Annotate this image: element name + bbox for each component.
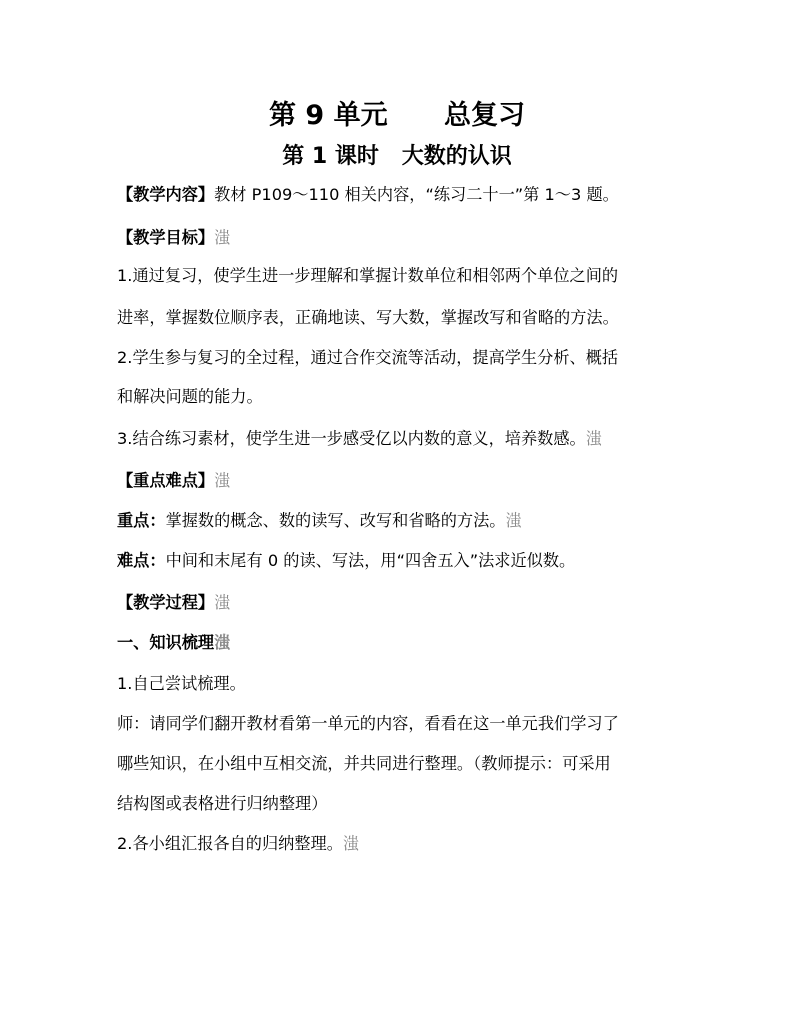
process-label: 【教学过程】 [117,593,215,612]
lesson-title: 第 1 课时 大数的认识 [282,144,512,169]
key-points-label: 【重点难点】 [117,471,215,490]
key-point-text: 掌握数的概念、数的读写、改写和省略的方法。 [165,511,506,530]
goal-line-5-row [117,428,687,450]
teacher-line-1: 师：请同学们翻开教材看第一单元的内容，看看在这一单元我们学习了 [117,714,619,733]
teaching-goals-heading [117,227,687,249]
watermark-glyph: 滍 [505,511,522,530]
difficulty-text: 中间和末尾有 0 的读、写法，用“四舍五入”法求近似数。 [165,551,576,570]
watermark-glyph: 滍 [585,429,602,448]
teacher-line-3: 结构图或表格进行归纳整理） [117,794,328,813]
step1-text: 1.自己尝试梳理。 [117,674,246,693]
teaching-content-label: 【教学内容】 [117,185,215,204]
process-heading [117,592,687,614]
teacher-line-2: 哪些知识，在小组中互相交流，并共同进行整理。（教师提示：可采用 [117,754,611,773]
watermark-glyph: 滍 [214,471,231,490]
watermark-glyph: 滍 [214,228,231,247]
key-point-row [117,510,687,532]
watermark-glyph: 滍 [214,593,231,612]
step2-text: 2.各小组汇报各自的归纳整理。 [117,834,343,853]
goal-line-1: 1.通过复习，使学生进一步理解和掌握计数单位和相邻两个单位之间的 [117,266,619,285]
watermark-glyph: 滍 [214,633,231,652]
goal-line-3: 2.学生参与复习的全过程，通过合作交流等活动，提高学生分析、概括 [117,348,619,367]
difficulty-row [117,550,687,572]
section1-title: 一、知识梳理 [117,633,215,652]
unit-title: 第 9 单元 总复习 [269,100,525,131]
teaching-content-paragraph [117,184,687,206]
difficulty-label: 难点： [117,551,166,570]
section1-heading [117,632,687,654]
step2-row [117,833,687,855]
watermark-glyph: 滍 [342,834,360,853]
goal-line-4: 和解决问题的能力。 [117,387,263,406]
key-point-label: 重点： [117,511,166,530]
goal-line-5: 3.结合练习素材，使学生进一步感受亿以内数的意义，培养数感。 [117,429,586,448]
teaching-goals-label: 【教学目标】 [117,228,215,247]
teaching-content-text: 教材 P109～110 相关内容，“练习二十一”第 1～3 题。 [214,185,619,204]
goal-line-2: 进率，掌握数位顺序表，正确地读、写大数，掌握改写和省略的方法。 [117,308,619,327]
key-points-heading [117,470,687,492]
